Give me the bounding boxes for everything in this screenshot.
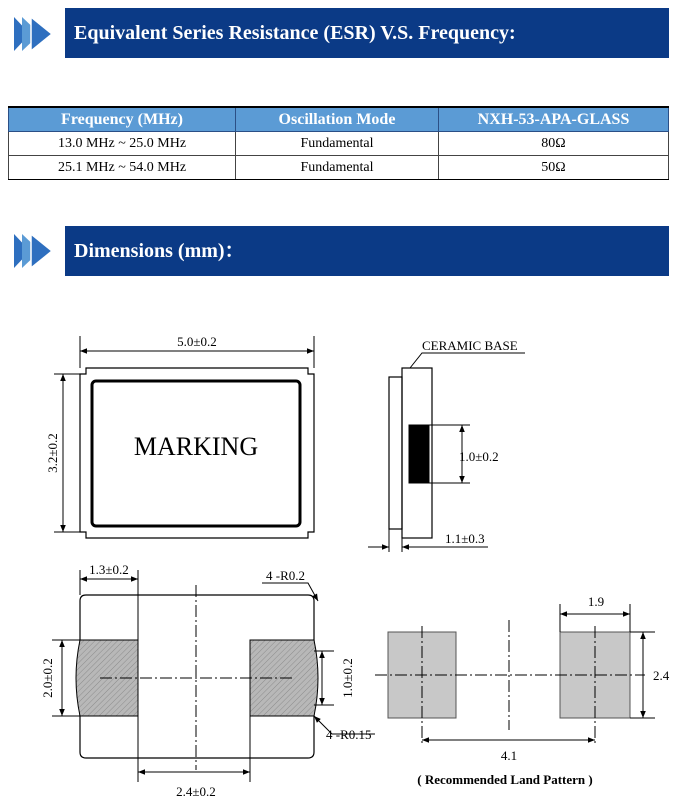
dim-pad-corner-radius-label: 4 -R0.15 [326,727,372,742]
dim-side-pad-height-label: 1.0±0.2 [459,449,499,464]
marking-label: MARKING [133,432,259,461]
dim-width-label: 3.2±0.2 [45,433,60,473]
cell-mode: Fundamental [236,156,439,180]
dim-land-pitch-label: 4.1 [500,748,518,763]
ceramic-base-label: CERAMIC BASE [422,338,518,353]
section-title-esr: Equivalent Series Resistance (ESR) V.S. Frequency: [74,22,516,44]
dim-inner-pad-height-label: 1.0±0.2 [340,658,355,698]
dim-pad-height-label: 2.0±0.2 [40,658,55,698]
dim-length-label: 5.0±0.2 [177,334,217,349]
cell-frequency: 13.0 MHz ~ 25.0 MHz [9,132,236,156]
header-oscillation-mode: Oscillation Mode [236,107,439,132]
cell-frequency: 25.1 MHz ~ 54.0 MHz [9,156,236,180]
side-view [368,353,525,552]
section-title-dimensions: Dimensions (mm)： [74,240,245,262]
header-part-number: NXH-53-APA-GLASS [439,107,669,132]
bottom-view [52,570,375,782]
dim-corner-radius-label: 4 -R0.2 [266,568,305,583]
dim-pad-width-label: 1.3±0.2 [89,562,129,577]
dim-land-pad-width-label: 1.9 [587,594,605,609]
cell-esr: 80Ω [439,132,669,156]
header-frequency: Frequency (MHz) [9,107,236,132]
land-pattern [375,604,655,745]
dim-thickness-label: 1.1±0.3 [445,531,485,546]
cell-mode: Fundamental [236,132,439,156]
land-pattern-caption: ( Recommended Land Pattern ) [417,772,593,787]
dim-pad-gap-label: 2.4±0.2 [176,784,216,799]
dim-land-pad-height-label: 2.4 [653,668,670,683]
cell-esr: 50Ω [439,156,669,180]
